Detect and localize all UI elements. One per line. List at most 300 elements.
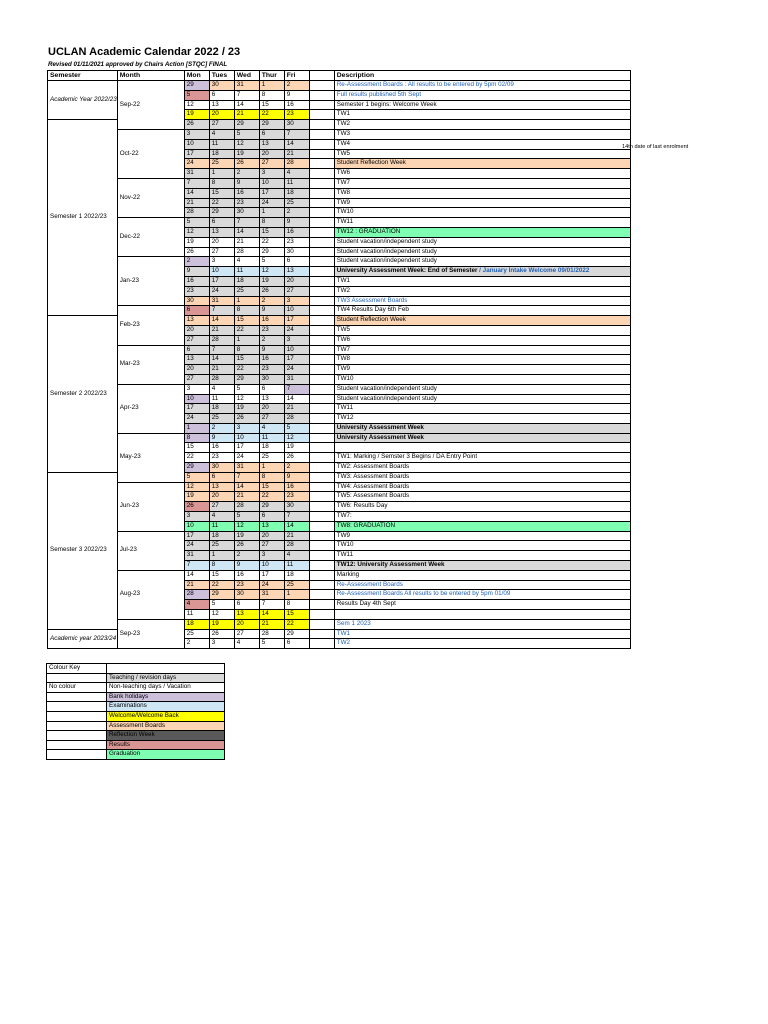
- day-cell: 7: [234, 90, 259, 100]
- header-wed: Wed: [234, 71, 259, 81]
- spacer-cell: [309, 619, 334, 629]
- day-cell: 2: [284, 81, 309, 91]
- spacer-cell: [309, 198, 334, 208]
- colour-key-label: Graduation: [107, 750, 225, 760]
- day-cell: 17: [284, 316, 309, 326]
- spacer-cell: [309, 110, 334, 120]
- day-cell: 11: [209, 394, 234, 404]
- week-description: TW9: [334, 198, 630, 208]
- day-cell: 18: [209, 149, 234, 159]
- day-cell: 26: [234, 414, 259, 424]
- spacer-cell: [309, 590, 334, 600]
- day-cell: 7: [184, 178, 209, 188]
- revision-note: Revised 01/11/2021 approved by Chairs Action [STQC] FINAL: [48, 61, 228, 68]
- day-cell: 5: [209, 600, 234, 610]
- week-description: TW7: [334, 345, 630, 355]
- week-description: TW3: Assessment Boards: [334, 472, 630, 482]
- day-cell: 20: [259, 404, 284, 414]
- spacer-cell: [309, 600, 334, 610]
- day-cell: 25: [209, 414, 234, 424]
- day-cell: 21: [234, 237, 259, 247]
- week-description: TW2: [334, 639, 630, 649]
- day-cell: 8: [259, 218, 284, 228]
- week-row: [48, 178, 631, 188]
- day-cell: 14: [209, 355, 234, 365]
- day-cell: 30: [284, 247, 309, 257]
- day-cell: 14: [284, 139, 309, 149]
- day-cell: 31: [259, 590, 284, 600]
- week-description: TW8: [334, 188, 630, 198]
- spacer-cell: [309, 463, 334, 473]
- day-cell: 12: [259, 267, 284, 277]
- day-cell: 25: [284, 198, 309, 208]
- day-cell: 17: [284, 355, 309, 365]
- day-cell: 12: [209, 610, 234, 620]
- day-cell: 1: [209, 551, 234, 561]
- colour-key-label: Teaching / revision days: [107, 673, 225, 683]
- day-cell: 2: [234, 551, 259, 561]
- header-semester: Semester: [48, 71, 118, 81]
- day-cell: 11: [234, 267, 259, 277]
- week-description: Student vacation/independent study: [334, 237, 630, 247]
- day-cell: 8: [259, 90, 284, 100]
- spacer-cell: [309, 247, 334, 257]
- day-cell: 18: [259, 443, 284, 453]
- day-cell: 29: [284, 629, 309, 639]
- month-label: Oct-22: [117, 129, 184, 178]
- week-row: [48, 384, 631, 394]
- spacer-cell: [309, 306, 334, 316]
- day-cell: 7: [284, 129, 309, 139]
- week-description: TW4: Assessment Boards: [334, 482, 630, 492]
- colour-key-label: Non-teaching days / Vacation: [107, 683, 225, 693]
- week-description: TW3 Assessment Boards: [334, 296, 630, 306]
- week-description: University Assessment Week: [334, 433, 630, 443]
- day-cell: 16: [234, 188, 259, 198]
- day-cell: 7: [209, 306, 234, 316]
- day-cell: 29: [259, 120, 284, 130]
- day-cell: 24: [234, 453, 259, 463]
- spacer-cell: [309, 286, 334, 296]
- day-cell: 27: [209, 247, 234, 257]
- day-cell: 30: [284, 502, 309, 512]
- spacer-cell: [309, 365, 334, 375]
- spacer-cell: [309, 561, 334, 571]
- day-cell: 9: [234, 178, 259, 188]
- colour-key-name: [47, 711, 107, 721]
- day-cell: 22: [259, 237, 284, 247]
- day-cell: 27: [259, 414, 284, 424]
- spacer-cell: [309, 120, 334, 130]
- day-cell: 21: [209, 365, 234, 375]
- day-cell: 1: [259, 463, 284, 473]
- calendar-body: [48, 81, 631, 649]
- day-cell: 7: [284, 512, 309, 522]
- day-cell: 18: [184, 619, 209, 629]
- day-cell: 27: [184, 335, 209, 345]
- day-cell: 14: [184, 570, 209, 580]
- spacer-cell: [309, 257, 334, 267]
- spacer-cell: [309, 512, 334, 522]
- spacer-cell: [309, 541, 334, 551]
- colour-key-name: [47, 750, 107, 760]
- day-cell: 11: [284, 561, 309, 571]
- day-cell: 20: [184, 325, 209, 335]
- day-cell: 22: [234, 325, 259, 335]
- day-cell: 12: [184, 100, 209, 110]
- day-cell: 22: [209, 198, 234, 208]
- semester-label: Academic Year 2022/23: [48, 81, 118, 120]
- day-cell: 16: [259, 355, 284, 365]
- day-cell: 23: [259, 365, 284, 375]
- spacer-cell: [309, 521, 334, 531]
- day-cell: 23: [234, 580, 259, 590]
- day-cell: 16: [234, 570, 259, 580]
- colour-key-name: No colour: [47, 683, 107, 693]
- day-cell: 16: [184, 276, 209, 286]
- day-cell: 1: [284, 590, 309, 600]
- day-cell: 4: [234, 257, 259, 267]
- day-cell: 8: [259, 472, 284, 482]
- day-cell: 24: [284, 325, 309, 335]
- day-cell: 30: [184, 296, 209, 306]
- spacer-cell: [309, 169, 334, 179]
- day-cell: 2: [284, 208, 309, 218]
- day-cell: 14: [234, 100, 259, 110]
- day-cell: 25: [209, 159, 234, 169]
- week-row: [48, 482, 631, 492]
- day-cell: 7: [234, 472, 259, 482]
- spacer-cell: [309, 316, 334, 326]
- day-cell: 2: [209, 423, 234, 433]
- day-cell: 8: [284, 600, 309, 610]
- day-cell: 29: [184, 81, 209, 91]
- week-row: [48, 218, 631, 228]
- day-cell: 6: [284, 257, 309, 267]
- week-description: TW12: [334, 414, 630, 424]
- day-cell: 14: [284, 521, 309, 531]
- day-cell: 5: [184, 472, 209, 482]
- week-description: Student vacation/independent study: [334, 384, 630, 394]
- header-thur: Thur: [259, 71, 284, 81]
- day-cell: 12: [234, 139, 259, 149]
- day-cell: 23: [284, 492, 309, 502]
- day-cell: 30: [284, 120, 309, 130]
- colour-key-label: Welcome/Welcome Back: [107, 711, 225, 721]
- week-description: TW2: [334, 286, 630, 296]
- week-description: TW2: [334, 120, 630, 130]
- day-cell: 11: [209, 139, 234, 149]
- day-cell: 9: [284, 90, 309, 100]
- day-cell: 21: [184, 198, 209, 208]
- day-cell: 24: [259, 580, 284, 590]
- spacer-cell: [309, 149, 334, 159]
- day-cell: 3: [209, 639, 234, 649]
- week-description: Student Reflection Week: [334, 316, 630, 326]
- day-cell: 29: [234, 374, 259, 384]
- week-description: Sem 1 2023: [334, 619, 630, 629]
- day-cell: 27: [209, 120, 234, 130]
- day-cell: 8: [234, 306, 259, 316]
- day-cell: 23: [184, 286, 209, 296]
- spacer-cell: [309, 218, 334, 228]
- day-cell: 14: [209, 316, 234, 326]
- month-label: Jan-23: [117, 257, 184, 306]
- day-cell: 28: [234, 502, 259, 512]
- day-cell: 14: [234, 227, 259, 237]
- colour-key-row: [47, 740, 225, 750]
- day-cell: 25: [234, 286, 259, 296]
- colour-key-body: [47, 664, 225, 760]
- spacer-cell: [309, 345, 334, 355]
- week-description: TW11: [334, 551, 630, 561]
- day-cell: 7: [209, 345, 234, 355]
- spacer-cell: [309, 610, 334, 620]
- week-description: Student vacation/independent study: [334, 257, 630, 267]
- month-label: Jul-23: [117, 531, 184, 570]
- day-cell: 31: [234, 81, 259, 91]
- day-cell: 6: [284, 639, 309, 649]
- day-cell: 19: [234, 149, 259, 159]
- day-cell: 20: [209, 492, 234, 502]
- day-cell: 20: [284, 276, 309, 286]
- day-cell: 18: [284, 188, 309, 198]
- spacer-cell: [309, 276, 334, 286]
- day-cell: 22: [259, 492, 284, 502]
- spacer-cell: [309, 296, 334, 306]
- week-description: TW4 Results Day 6th Feb: [334, 306, 630, 316]
- week-description: TW4: [334, 139, 630, 149]
- colour-key-row: [47, 711, 225, 721]
- week-row: [48, 306, 631, 316]
- spacer-cell: [309, 414, 334, 424]
- day-cell: 17: [184, 149, 209, 159]
- day-cell: 30: [209, 81, 234, 91]
- day-cell: 1: [184, 423, 209, 433]
- day-cell: 19: [184, 110, 209, 120]
- day-cell: 28: [284, 541, 309, 551]
- day-cell: 7: [234, 218, 259, 228]
- month-label: Nov-22: [117, 178, 184, 217]
- day-cell: 5: [184, 90, 209, 100]
- day-cell: 10: [209, 267, 234, 277]
- day-cell: 3: [184, 129, 209, 139]
- side-note: 14th date of last enrolment: [622, 144, 689, 150]
- week-description: Re-Assessment Boards : All results to be entered by 5pm 02/09: [334, 81, 630, 91]
- week-description: [334, 443, 630, 453]
- week-description: TW5: [334, 325, 630, 335]
- header-row: [48, 71, 631, 81]
- day-cell: 23: [284, 110, 309, 120]
- day-cell: 9: [259, 345, 284, 355]
- day-cell: 17: [259, 570, 284, 580]
- day-cell: 28: [209, 374, 234, 384]
- spacer-cell: [309, 531, 334, 541]
- month-label: Apr-23: [117, 384, 184, 433]
- day-cell: 23: [284, 237, 309, 247]
- month-label: Feb-23: [117, 306, 184, 345]
- spacer-cell: [309, 394, 334, 404]
- day-cell: 5: [234, 512, 259, 522]
- month-label: Mar-23: [117, 345, 184, 384]
- day-cell: 1: [209, 169, 234, 179]
- day-cell: 3: [284, 296, 309, 306]
- day-cell: 28: [284, 414, 309, 424]
- day-cell: 20: [209, 110, 234, 120]
- day-cell: 31: [209, 296, 234, 306]
- colour-key-row: [47, 683, 225, 693]
- week-row: [48, 129, 631, 139]
- day-cell: 31: [184, 169, 209, 179]
- day-cell: 28: [184, 208, 209, 218]
- day-cell: 6: [209, 472, 234, 482]
- day-cell: 7: [184, 561, 209, 571]
- day-cell: 1: [234, 335, 259, 345]
- day-cell: 27: [209, 502, 234, 512]
- page-title: UCLAN Academic Calendar 2022 / 23: [48, 46, 241, 58]
- week-description: Re-Assessment Boards: [334, 580, 630, 590]
- day-cell: 4: [234, 639, 259, 649]
- day-cell: 15: [209, 188, 234, 198]
- day-cell: 16: [284, 100, 309, 110]
- colour-key-name: [47, 740, 107, 750]
- day-cell: 19: [234, 404, 259, 414]
- spacer-cell: [309, 502, 334, 512]
- day-cell: 21: [234, 492, 259, 502]
- day-cell: 30: [209, 463, 234, 473]
- day-cell: 22: [234, 365, 259, 375]
- week-description: TW11: [334, 218, 630, 228]
- day-cell: 4: [284, 169, 309, 179]
- spacer-cell: [309, 423, 334, 433]
- day-cell: 21: [284, 531, 309, 541]
- spacer-cell: [309, 188, 334, 198]
- day-cell: 2: [234, 169, 259, 179]
- day-cell: 31: [234, 463, 259, 473]
- header-tues: Tues: [209, 71, 234, 81]
- day-cell: 26: [184, 247, 209, 257]
- day-cell: 13: [259, 521, 284, 531]
- header-fri: Fri: [284, 71, 309, 81]
- colour-key-label: Examinations: [107, 702, 225, 712]
- month-label: Aug-23: [117, 570, 184, 619]
- day-cell: 3: [209, 257, 234, 267]
- day-cell: 29: [209, 590, 234, 600]
- day-cell: 12: [184, 227, 209, 237]
- day-cell: 2: [184, 639, 209, 649]
- day-cell: 28: [234, 247, 259, 257]
- day-cell: 25: [184, 629, 209, 639]
- day-cell: 26: [234, 541, 259, 551]
- day-cell: 28: [209, 335, 234, 345]
- day-cell: 9: [209, 433, 234, 443]
- day-cell: 4: [284, 551, 309, 561]
- day-cell: 29: [259, 247, 284, 257]
- week-row: [48, 81, 631, 91]
- spacer-cell: [309, 159, 334, 169]
- month-label: Sep-23: [117, 619, 184, 648]
- day-cell: 17: [184, 404, 209, 414]
- day-cell: 9: [184, 267, 209, 277]
- spacer-cell: [309, 433, 334, 443]
- day-cell: 29: [234, 120, 259, 130]
- month-label: Dec-22: [117, 218, 184, 257]
- day-cell: 27: [259, 159, 284, 169]
- day-cell: 25: [284, 580, 309, 590]
- week-description: Semester 1 begins: Welcome Week: [334, 100, 630, 110]
- day-cell: 24: [184, 541, 209, 551]
- spacer-cell: [309, 325, 334, 335]
- day-cell: 5: [234, 384, 259, 394]
- day-cell: 15: [209, 570, 234, 580]
- semester-label: Semester 1 2022/23: [48, 120, 118, 316]
- day-cell: 26: [259, 286, 284, 296]
- spacer-cell: [309, 404, 334, 414]
- week-row: [48, 345, 631, 355]
- month-label: Sep-22: [117, 81, 184, 130]
- day-cell: 18: [209, 404, 234, 414]
- day-cell: 12: [184, 482, 209, 492]
- colour-key-blank: [107, 664, 225, 674]
- day-cell: 3: [184, 512, 209, 522]
- day-cell: 17: [184, 531, 209, 541]
- day-cell: 31: [184, 551, 209, 561]
- semester-label: Academic year 2023/24: [48, 629, 118, 649]
- week-description: TW5: [334, 149, 630, 159]
- spacer-cell: [309, 178, 334, 188]
- semester-label: Semester 3 2022/23: [48, 472, 118, 629]
- day-cell: 27: [234, 629, 259, 639]
- day-cell: 14: [284, 394, 309, 404]
- week-description: TW3: [334, 129, 630, 139]
- day-cell: 19: [259, 276, 284, 286]
- day-cell: 23: [259, 325, 284, 335]
- day-cell: 14: [184, 188, 209, 198]
- colour-key-table: [46, 663, 225, 760]
- week-description: Student Reflection Week: [334, 159, 630, 169]
- spacer-cell: [309, 335, 334, 345]
- day-cell: 10: [184, 521, 209, 531]
- colour-key-name: [47, 731, 107, 741]
- semester-label: Semester 2 2022/23: [48, 316, 118, 473]
- day-cell: 24: [184, 414, 209, 424]
- day-cell: 3: [259, 551, 284, 561]
- day-cell: 24: [284, 365, 309, 375]
- day-cell: 30: [234, 590, 259, 600]
- week-description: [334, 610, 630, 620]
- day-cell: 8: [184, 433, 209, 443]
- day-cell: 20: [184, 365, 209, 375]
- week-row: [48, 531, 631, 541]
- day-cell: 30: [259, 374, 284, 384]
- day-cell: 8: [209, 561, 234, 571]
- day-cell: 12: [234, 521, 259, 531]
- day-cell: 5: [259, 257, 284, 267]
- spacer-cell: [309, 443, 334, 453]
- day-cell: 21: [284, 149, 309, 159]
- colour-key-name: [47, 721, 107, 731]
- spacer-cell: [309, 227, 334, 237]
- day-cell: 18: [284, 570, 309, 580]
- day-cell: 20: [209, 237, 234, 247]
- day-cell: 24: [184, 159, 209, 169]
- day-cell: 13: [259, 139, 284, 149]
- colour-key-label: Bank holidays: [107, 692, 225, 702]
- day-cell: 1: [259, 81, 284, 91]
- day-cell: 9: [284, 472, 309, 482]
- day-cell: 8: [234, 345, 259, 355]
- month-label: May-23: [117, 433, 184, 482]
